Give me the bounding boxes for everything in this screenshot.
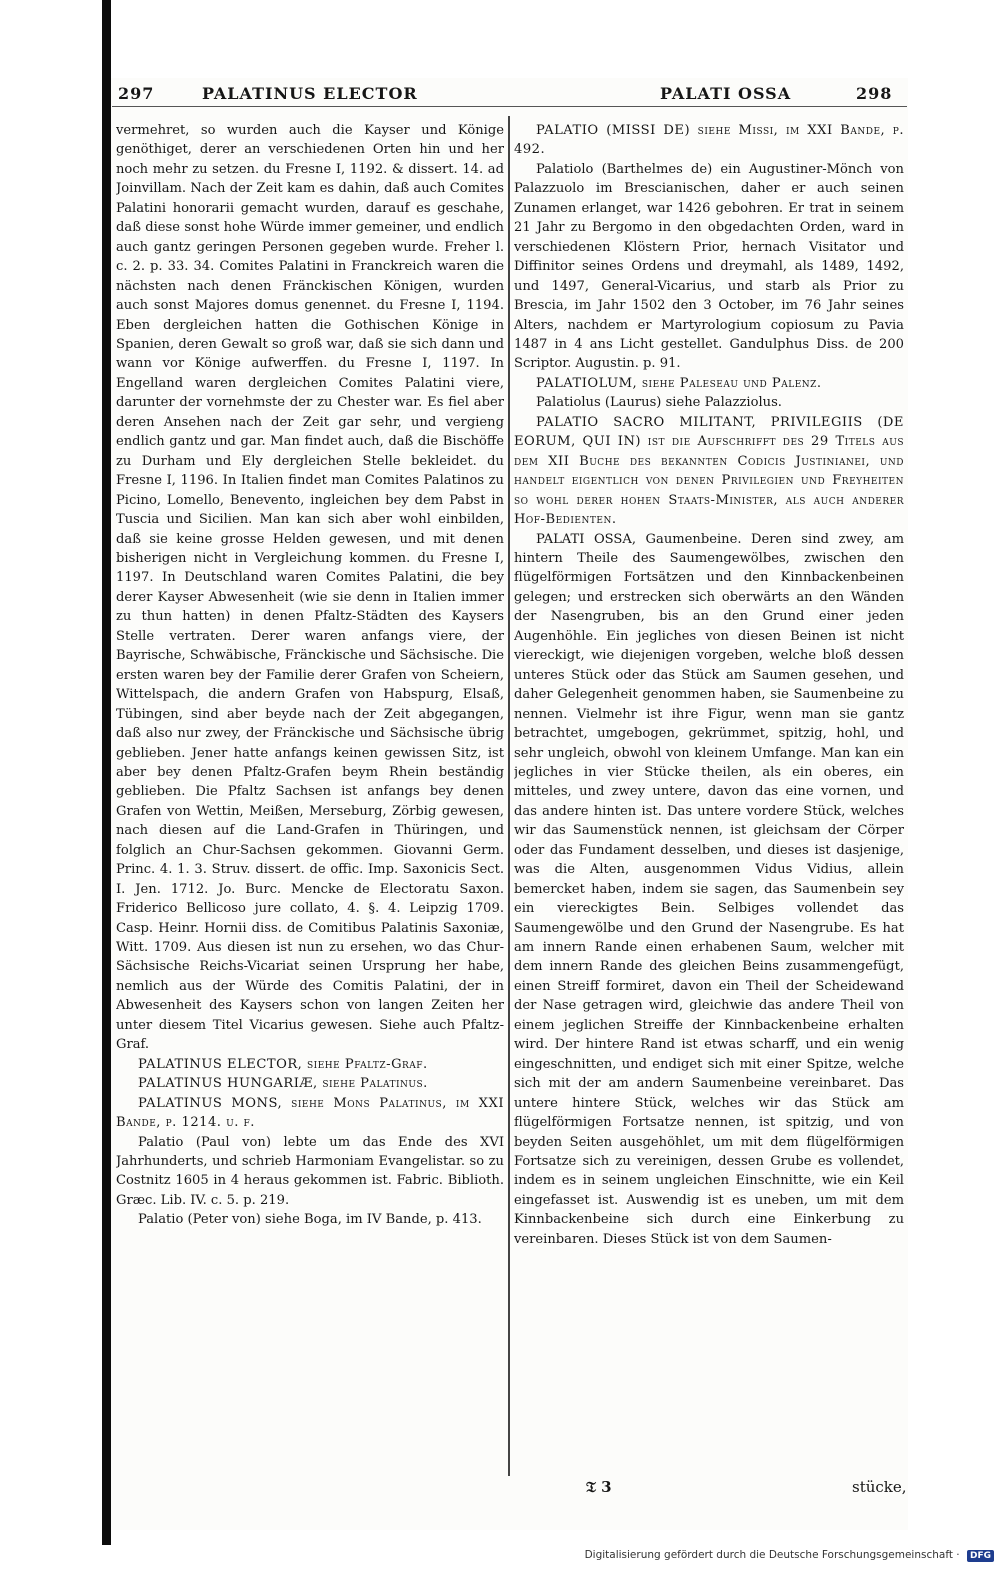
left-column [116, 121, 504, 1501]
entry-heading: PALATINUS HUNGARIÆ, siehe Palatinus. [138, 1076, 428, 1092]
right-running-title: PALATI OSSA [660, 84, 792, 103]
signature-mark: 𝔗 3 [586, 1478, 612, 1496]
left-page-number: 297 [118, 84, 155, 103]
column-divider [508, 116, 510, 1476]
binding-gutter [102, 0, 111, 1545]
entry-heading: Palatiolus (Laurus) siehe Palazziolus. [536, 395, 782, 411]
right-page-number: 298 [856, 84, 893, 103]
digitization-credit [585, 1549, 994, 1562]
right-column [514, 121, 904, 1481]
credit-text: Digitalisierung gefördert durch die Deutsche Forschungsgemeinschaft · [584, 1549, 960, 1561]
entry-paragraph: vermehret, so wurden auch die Kayser und Könige genöthiget, derer an verschiedenen Orten hin und her noch mehr zu setzen. du Fresne I, 1192. & dissert. 14. ad Joinvillam. Nach der Zeit kam es dahin, daß auch Comites Palatini honorarii gemacht wurden, darauf es geschahe, daß diese sonst hohe Würde immer gemeiner, und endlich auch gantz geringen Personen gegeben wurde. Freher l. c. 2. p. 33. 34. Comites Palatini in Franckreich waren die nächsten nach denen Fränckischen Königen, wurden auch sonst Majores domus genennet. du Fresne I, 1194. Eben dergleichen hatten die Gothischen Könige in Spanien, deren Gewalt so groß war, daß sie sich dann und wann vor Könige aufwerffen. du Fresne I, 1197. In Engelland waren dergleichen Comites Palatini viere, darunter der vornehmste der zu Chester war. Es fiel aber deren Ansehen nach der Zeit gar sehr, und vergieng endlich gantz und gar. Man findet auch, daß die Bischöffe zu Durham und Ely dergleichen Stelle bekleidet. du Fresne I, 1196. In Italien findet man Comites Palatinos zu Picino, Lomello, Benevento, ingleichen bey dem Pabst in Tuscia und Sicilien. Man kan sich aber wohl einbilden, daß sie keine grosse Helden gewesen, und mit denen bisherigen nicht in Vergleichung kommen. du Fresne I, 1197. In Deutschland waren Comites Palatini, die bey derer Kayser Abwesenheit (wie sie denn in Italien immer zu thun hatten) in denen Pfaltz-Städten des Kaysers Stelle vertraten. Derer waren anfangs viere, der Bayrische, Schwäbische, Fränckische und Sächsische. Die ersten waren bey der Familie derer Grafen von Scheiern, Wittelspach, die andern Grafen von Habspurg, Elsaß, Tübingen, sind aber beyde nach der Zeit abgegangen, daß also nur zwey, der Fränckische und Sächsische übrig geblieben. Jener hatte anfangs keinen gewissen Sitz, ist aber bey denen Pfaltz-Grafen beym Rhein beständig geblieben. Die Pfaltz Sachsen ist anfangs bey denen Grafen von Wettin, Meißen, Merseburg, Zörbig gewesen, nach diesen auf die Land-Grafen in Thüringen, und folglich an Chur-Sachsen gekommen. Giovanni Germ. Princ. 4. 1. 3. Struv. dissert. de offic. Imp. Saxonicis Sect. I. Jen. 1712. Jo. Burc. Mencke de Electoratu Saxon. Friderico Bellicoso jure collato, 4. §. 4. Leipzig 1709. Casp. Heinr. Hornii diss. de Comitibus Palatinis Saxoniæ, Witt. 1709. Aus diesen ist nun zu ersehen, wo das Chur-Sächsische Reichs-Vicariat seinen Ursprung her habe, nemlich aus der Würde des Comitis Palatini, der in Abwesenheit des Kaysers schon von langen Zeiten her unter diesem Titel Vicarius gewesen. Siehe auch Pfaltz-Graf. [116, 123, 504, 1053]
entry-heading: PALATINUS MONS, siehe Mons Palatinus, im XXI Bande, p. 1214. u. f. [116, 1095, 504, 1131]
entry-heading: PALATIO (MISSI DE) siehe Missi, im XXI Bande, p. 492. [514, 123, 904, 158]
header-rule [112, 106, 907, 107]
entry-paragraph: Palatio (Peter von) siehe Boga, im IV Bande, p. 413. [138, 1212, 482, 1228]
entry-heading: PALATIOLUM, siehe Paleseau und Palenz. [536, 375, 822, 391]
catchword: stücke, [852, 1478, 907, 1496]
entry-heading: PALATINUS ELECTOR, siehe Pfaltz-Graf. [138, 1056, 428, 1072]
entry-paragraph: PALATI OSSA, Gaumenbeine. Deren sind zwey, am hintern Theile des Saumengewölbes, zwischen den flügelförmigen Fortsätzen und den Kinnbackenbeinen gelegen; und erstrecken sich oberwärts an den Wänden der Nasengruben, bis an den Grund einer jeden Augenhöhle. Ein jegliches von diesen Beinen ist nicht viereckigt, wie diejenigen vorgeben, welche bloß dessen unteres Stück oder das Stück am Saumen gesehen, und daher Gelegenheit genommen haben, sie Saumenbeine zu nennen. Vielmehr ist ihre Figur, wenn man sie gantz betrachtet, umgebogen, gekrümmet, spitzig, hohl, und sehr ungleich, obwohl von kleinem Umfange. Man kan ein jegliches in vier Stücke theilen, als ein oberes, ein mitteles, und zwey untere, davon das eine vornen, und das andere hinten ist. Das untere vordere Stück, welches wir das Saumenstück nennen, ist gleichsam der Cörper oder das Fundament desselben, und dieses ist dasjenige, was die Alten, ausgenommen Vidus Vidius, allein bemercket haben, indem sie sagen, das Saumenbein sey ein viereckigtes Bein. Selbiges vollendet das Saumengewölbe und den Grund der Nasengrube. Es hat am innern Rande einen erhabenen Saum, welcher mit dem innern Rande des gleichen Beins zusammengefügt, einen Streiff formiret, davon ein Theil der Scheidewand der Nase getragen wird, gleichwie das andere Theil von einem jeglichen Streiffe der Kinnbackenbeine erhalten wird. Der hintere Rand ist etwas scharff, und ein wenig eingeschnitten, und endiget sich mit einer Spitze, welche sich mit der am andern Saumenbeine vereinbaret. Das untere hintere Stück, welches wir das Stück am flügelförmigen Fortsatze nennen, ist spitzig, und von beyden Seiten ausgehöhlet, um mit dem flügelförmigen Fortsatze sich zu vereinigen, dessen Grube es vollendet, indem es in seinem ungleichen Einschnitte, wie ein Keil eingefasset ist. Auswendig ist es uneben, um mit dem Kinnbackenbeine sich durch eine Einkerbung zu vereinbaren. Dieses Stück ist von dem Saumen- [514, 531, 904, 1247]
entry-paragraph: PALATIO SACRO MILITANT, PRIVILEGIIS (DE EORUM, QUI IN) ist die Aufschrifft des 29 Titels aus dem XII Buche des bekannten Codicis Justinianei, und handelt eigentlich von denen Privilegien und Freyheiten so wohl derer hohen Staats-Minister, als auch anderer Hof-Bedienten. [514, 414, 904, 528]
entry-paragraph: Palatio (Paul von) lebte um das Ende des XVI Jahrhunderts, und schrieb Harmoniam Evangelistar. so zu Costnitz 1605 in 4 heraus gekommen ist. Fabric. Biblioth. Græc. Lib. IV. c. 5. p. 219. [116, 1134, 504, 1208]
entry-paragraph: Palatiolo (Barthelmes de) ein Augustiner-Mönch von Palazzuolo im Brescianischen, daher er auch seinen Zunamen erlanget, war 1426 gebohren. Er trat in seinem 21 Jahr zu Bergomo in den obgedachten Orden, ward in verschiedenen Klöstern Prior, hernach Visitator und Diffinitor seines Ordens und dreymahl, als 1489, 1492, und 1497, General-Vicarius, und starb als Prior zu Brescia, im Jahr 1502 den 3 October, im 76 Jahr seines Alters, nachdem er Martyrologium copiosum zu Pavia 1487 in 4 ans Licht gestellet. Gandulphus Diss. de 200 Scriptor. Augustin. p. 91. [514, 161, 904, 372]
dfg-logo: DFG [967, 1550, 994, 1562]
left-running-title: PALATINUS ELECTOR [202, 84, 418, 103]
